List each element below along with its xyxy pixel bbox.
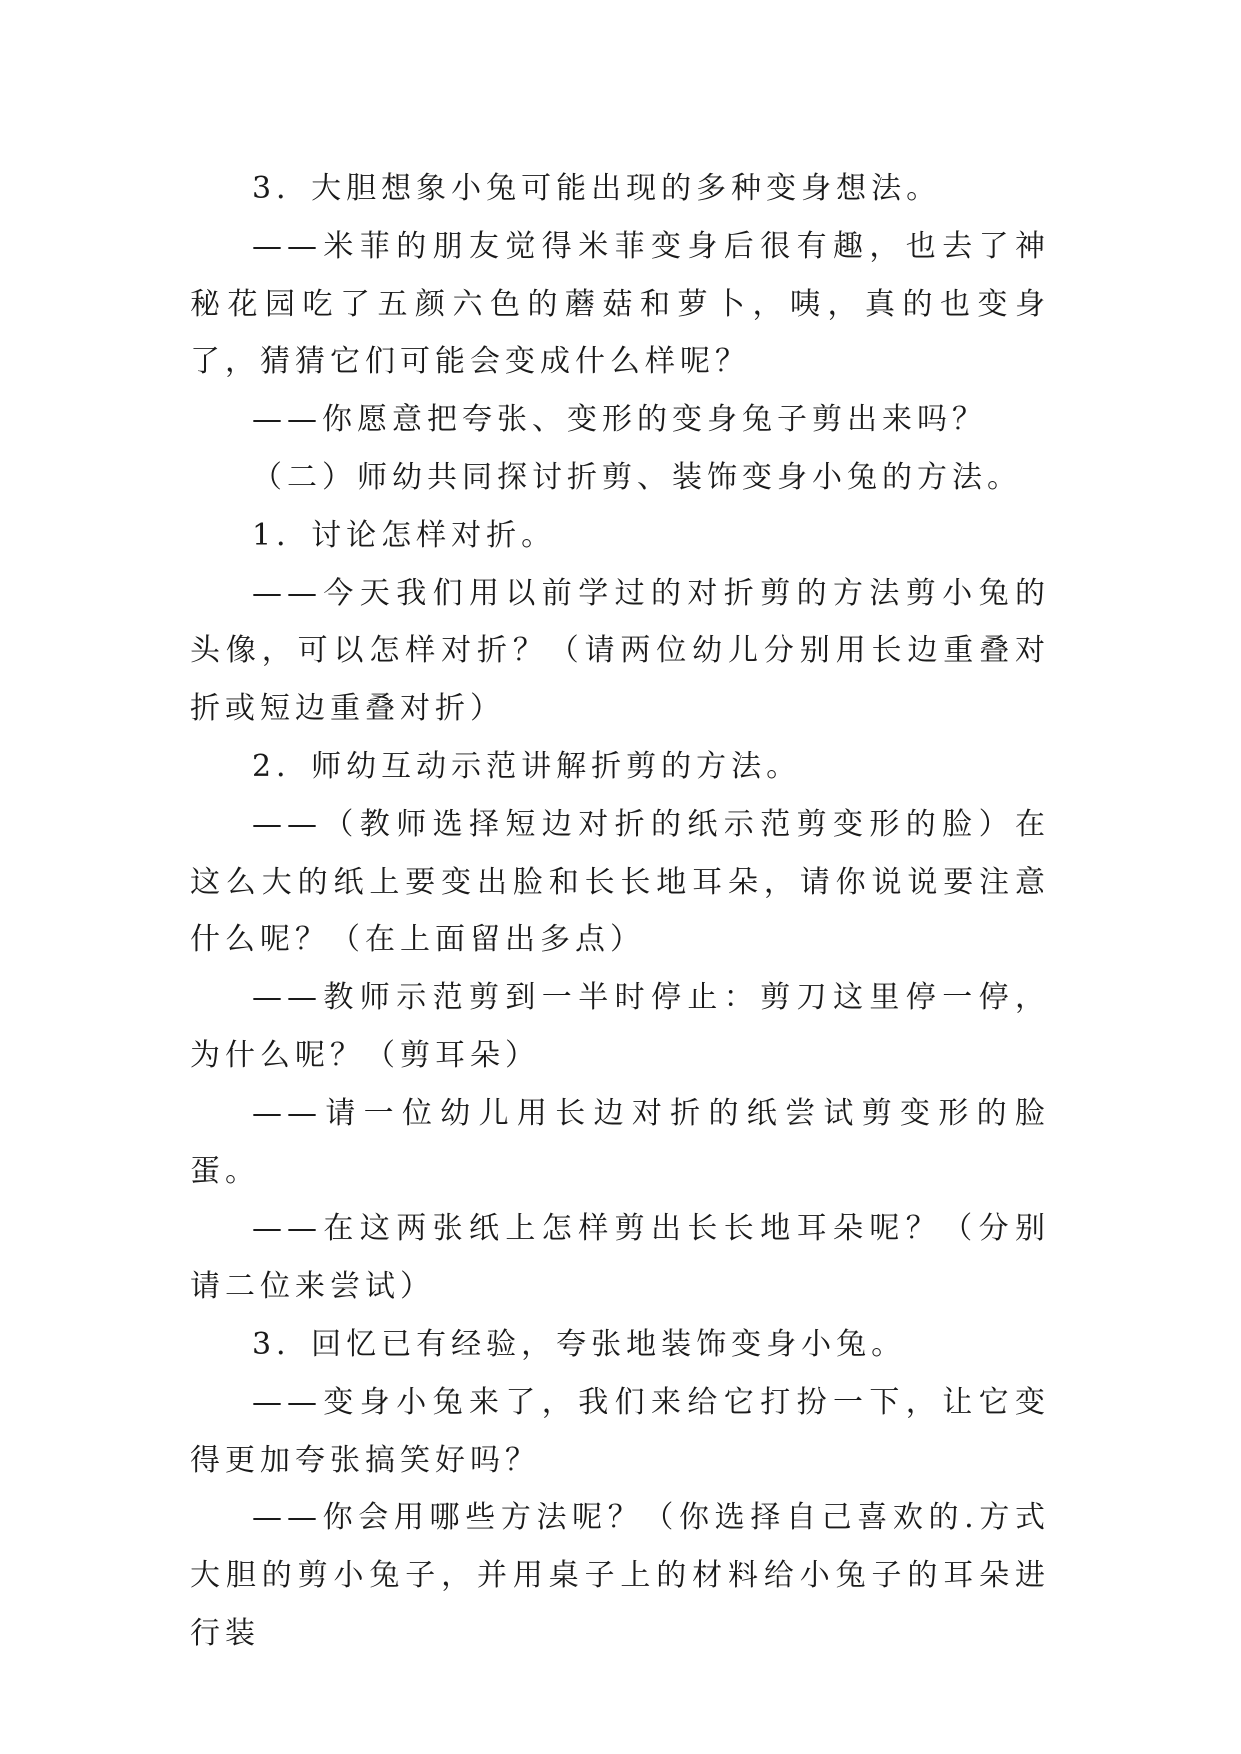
- paragraph-step-3-decorate: 3．回忆已有经验，夸张地装饰变身小兔。: [252, 1326, 907, 1362]
- paragraph-child-try-long-edge: ——请一位幼儿用长边对折的纸尝试剪变形的脸蛋。: [190, 1095, 1050, 1189]
- paragraph-teacher-demo-face: ——（教师选择短边对折的纸示范剪变形的脸）在这么大的纸上要变出脸和长长地耳朵，请你说说要注意什么呢？（在上面留出多点）: [190, 806, 1050, 958]
- paragraph-step-2-demo: 2．师幼互动示范讲解折剪的方法。: [252, 748, 802, 784]
- paragraph-dress-up-bunny: ——变身小兔来了，我们来给它打扮一下，让它变得更加夸张搞笑好吗？: [190, 1384, 1050, 1478]
- paragraph-long-ears: ——在这两张纸上怎样剪出长长地耳朵呢？（分别请二位来尝试）: [190, 1211, 1050, 1305]
- paragraph-step-3-imagine: 3．大胆想象小兔可能出现的多种变身想法。: [252, 171, 942, 206]
- paragraph-which-methods: ——你会用哪些方法呢？（你选择自己喜欢的.方式大胆的剪小兔子，并用桌子上的材料给小兔子的耳朵进行装: [190, 1500, 1050, 1651]
- document-body: [190, 160, 1050, 1663]
- paragraph-step-1-fold: 1．讨论怎样对折。: [252, 517, 557, 553]
- section-heading-part-2: （二）师幼共同探讨折剪、装饰变身小兔的方法。: [252, 459, 1022, 495]
- paragraph-teacher-stop-halfway: ——教师示范剪到一半时停止：剪刀这里停一停，为什么呢？（剪耳朵）: [190, 980, 1050, 1073]
- paragraph-how-to-fold: ——今天我们用以前学过的对折剪的方法剪小兔的头像，可以怎样对折？（请两位幼儿分别用长边重叠对折或短边重叠对折）: [190, 575, 1050, 727]
- paragraph-willing-to-cut: ——你愿意把夸张、变形的变身兔子剪出来吗？: [252, 402, 987, 438]
- paragraph-miffy-friends: ——米菲的朋友觉得米菲变身后很有趣，也去了神秘花园吃了五颜六色的蘑菇和萝卜，咦，真的也变身了，猜猜它们可能会变成什么样呢？: [190, 228, 1050, 380]
